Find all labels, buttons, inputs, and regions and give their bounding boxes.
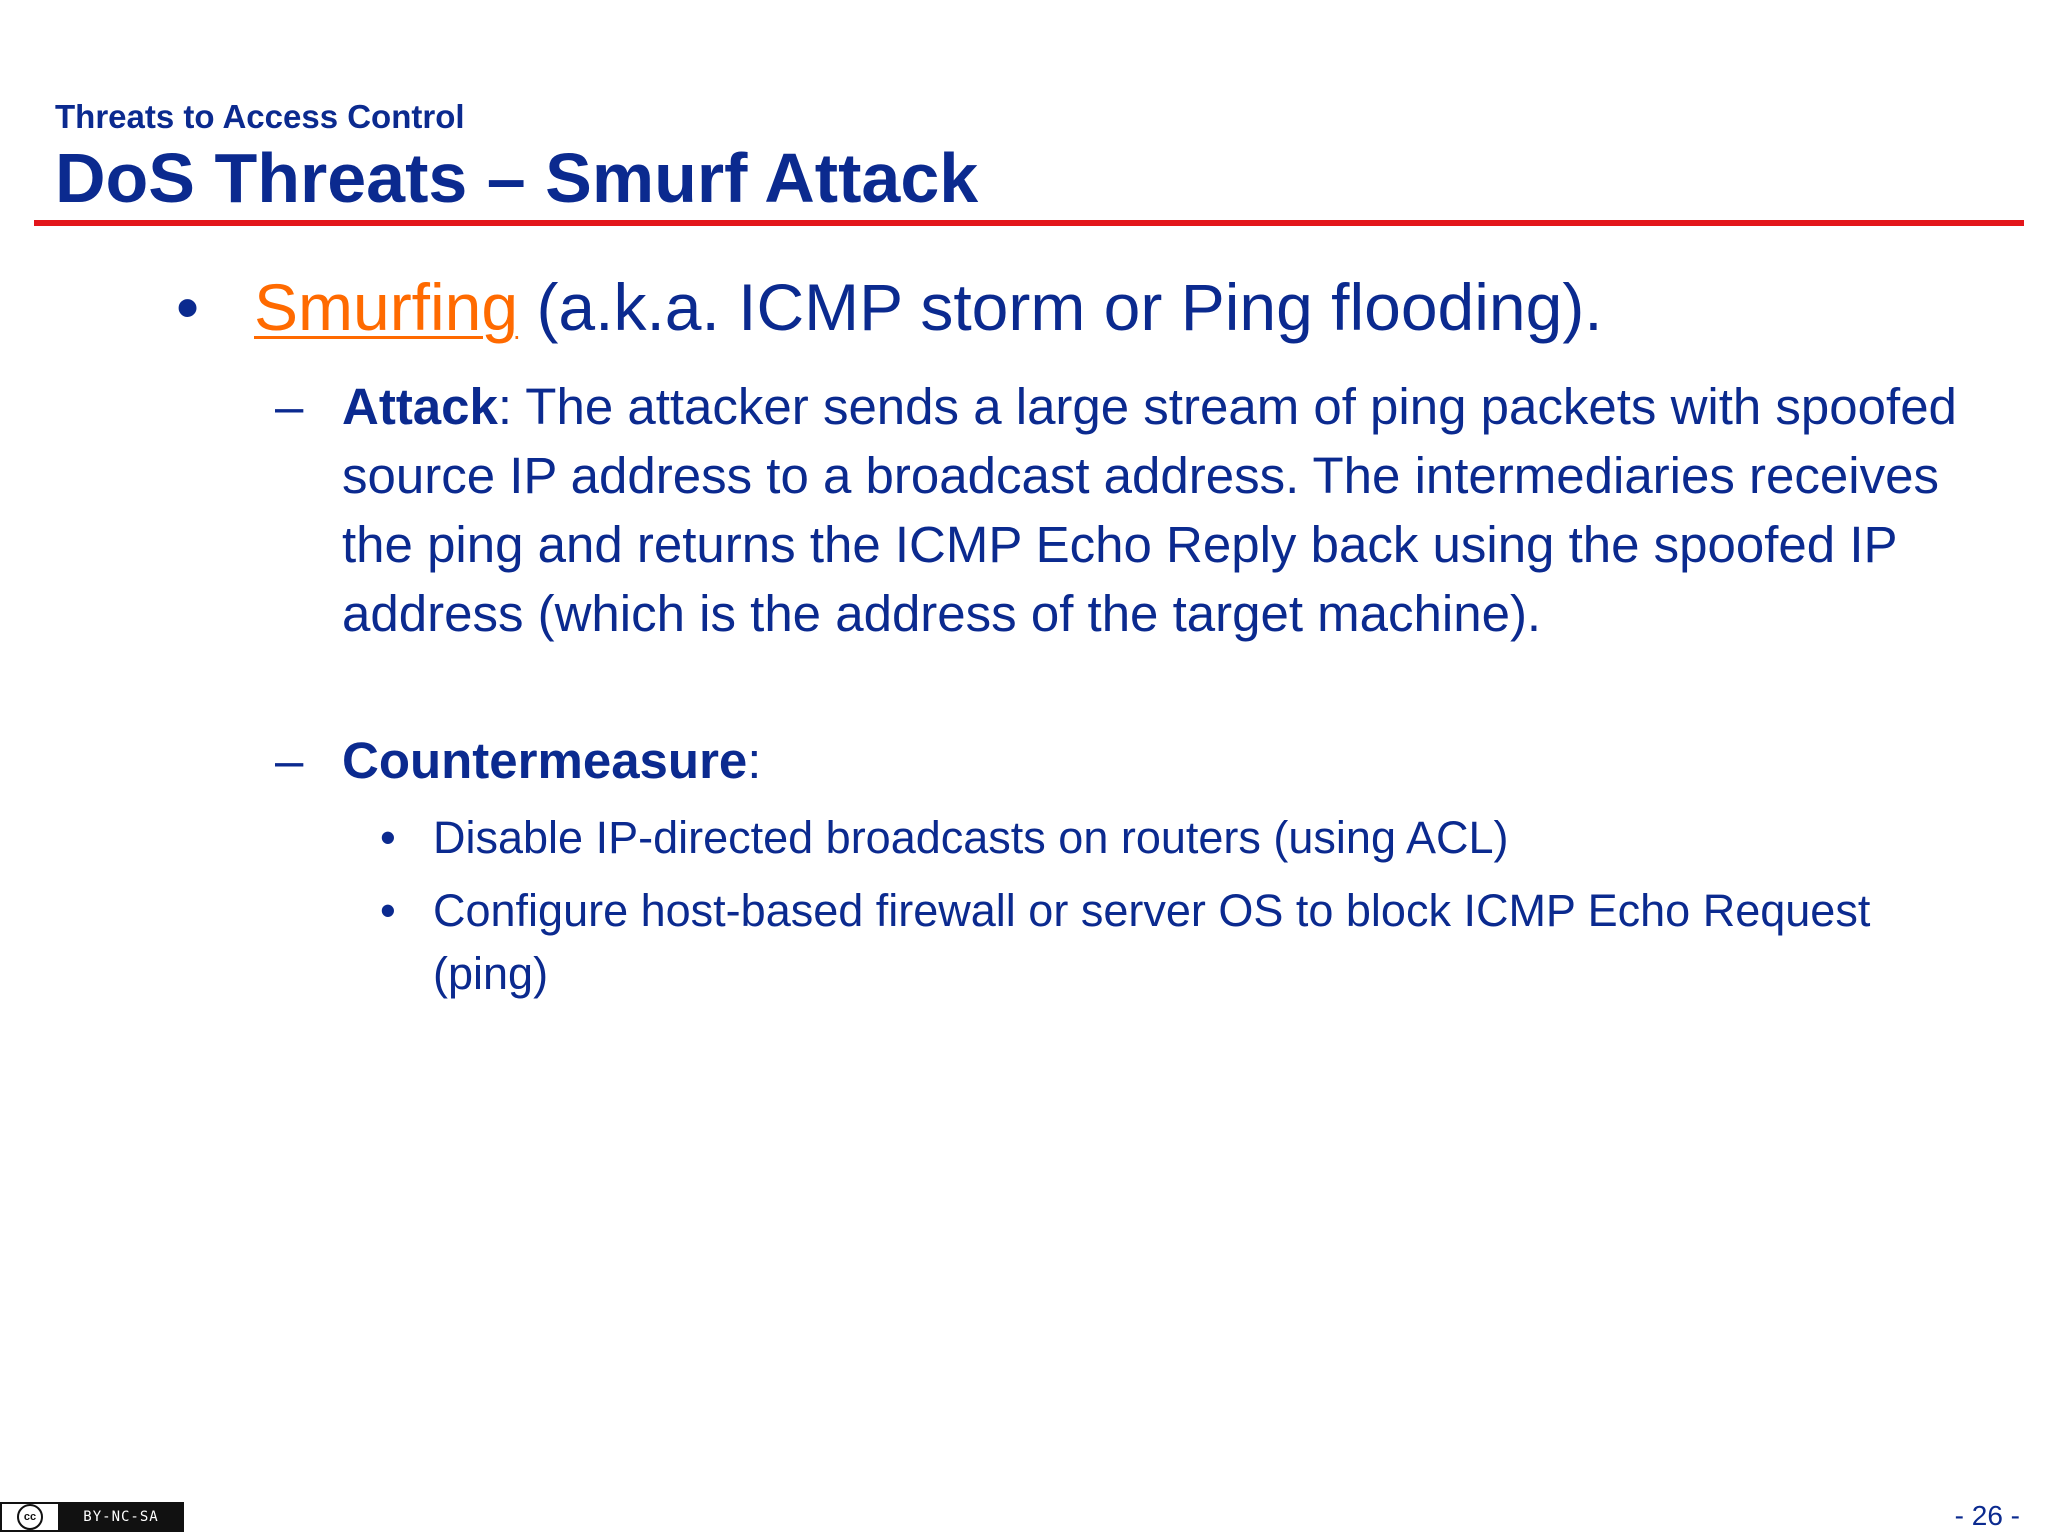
dash-icon: –	[275, 732, 304, 789]
page-number: - 26 -	[1954, 1500, 2020, 1531]
bullet-icon: •	[380, 812, 396, 863]
bullet-icon: •	[380, 885, 396, 936]
cc-icon: cc	[2, 1504, 60, 1530]
attack-text	[342, 372, 1982, 648]
smurfing-link[interactable]: Smurfing	[254, 270, 519, 344]
bullet-icon: •	[176, 270, 200, 344]
countermeasure-item-text: Disable IP-directed broadcasts on routers (using ACL)	[433, 812, 1509, 863]
bullet-rest: (a.k.a. ICMP storm or Ping flooding).	[518, 270, 1603, 344]
dash-icon: –	[275, 378, 304, 435]
license-terms: BY-NC-SA	[60, 1504, 182, 1530]
countermeasure-label: Countermeasure	[342, 732, 748, 789]
bullet-text	[254, 270, 1603, 346]
section-kicker: Threats to Access Control	[55, 98, 465, 135]
title-divider	[34, 220, 2024, 226]
countermeasure-item-text: Configure host-based firewall or server OS to block ICMP Echo Request (ping)	[433, 885, 1871, 999]
attack-description: : The attacker sends a large stream of ping packets with spoofed source IP address to a broadcast address. The intermediaries receives the ping and returns the ICMP Echo Reply back using the spoofed IP address (which is the address of the target machine).	[342, 378, 1957, 642]
countermeasure-text	[342, 726, 1982, 795]
countermeasure-colon: :	[747, 732, 762, 789]
cc-license-badge	[0, 1502, 184, 1532]
attack-label: Attack	[342, 378, 498, 435]
slide-title: DoS Threats – Smurf Attack	[55, 139, 979, 217]
